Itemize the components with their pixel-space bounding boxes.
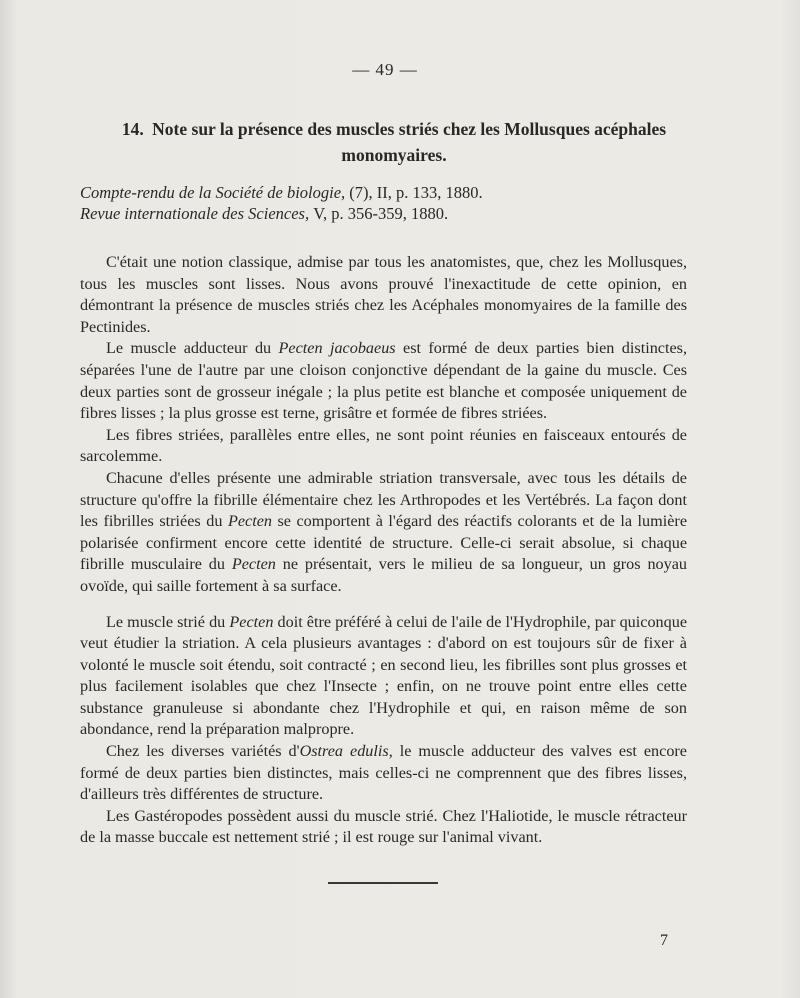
paragraph [80,806,687,849]
text-run: est formé de deux parties bien distinctes, séparées l'une de l'autre par une cloison conjonctive dépendant de la gaine du muscle. Ces deux parties sont de grosseur inégale ; la plus petite est blanche et composée uniquement de fibres lisses ; la plus grosse est terne, grisâtre et formée de fibres striées. [80,339,687,423]
section-title: Note sur la présence des muscles striés chez les Mollusques acéphales monomyaires. [152,119,667,165]
text-run: C'était une notion classique, admise par tous les anatomistes, que, chez les Mollusques, tous les muscles sont lisses. Nous avons prouvé l'inexactitude de cette opinion, en démontrant la présence de muscles striés chez les Acéphales monomyaires de la famille des Pectinides. [80,253,687,336]
reference-source: Compte-rendu de la Société de biologie, [80,183,346,202]
text-run: doit être préféré à celui de l'aile de l'Hydrophile, par quiconque veut étudier la striation. A cela plusieurs avantages : d'abord on est toujours sûr de fixer à volonté le muscle soit étendu, soit contracté ; en second lieu, les fibrilles sont plus grosses et plus facilement isolables que chez l'Insecte ; enfin, on ne trouve point entre elles cette substance granuleuse si abondante chez l'Hydrophile et qui, en raison même de son abondance, rend la préparation malpropre. [80,612,688,739]
text-run: , le muscle adducteur des valves est encore formé de deux parties bien distinctes, mais celles-ci ne comprennent que des fibres lisses, d'ailleurs très différentes de structure. [80,742,687,804]
body-text [80,252,687,849]
italic-term: Pecten [227,512,272,531]
italic-term: Pecten [229,612,274,631]
reference-details: (7), II, p. 133, 1880. [349,183,483,202]
folio-number: 7 [660,932,668,949]
paragraph [80,612,687,742]
text-run: Les fibres striées, parallèles entre elles, ne sont point réunies en faisceaux entourés de sarcolemme. [80,425,687,466]
page-number: — 49 — [352,60,418,79]
text-run: Le muscle strié du [106,612,230,631]
text-run: Chez les diverses variétés d' [106,742,300,761]
paragraph [80,468,687,598]
italic-term: Pecten [231,555,276,574]
italic-term: Ostrea edulis [299,742,389,761]
italic-term: Pecten jacobaeus [278,339,396,358]
reference-source: Revue internationale des Sciences, [80,204,310,223]
reference-line [80,182,700,203]
section-heading [84,116,704,168]
closing-rule [328,882,438,884]
reference-line [80,203,700,224]
text-run: Chacune d'elles présente une admirable striation transversale, avec tous les détails de structure qu'offre la fibrille élémentaire chez les Arthropodes et les Vertébrés. La façon dont les fibrilles striées du [80,468,687,531]
text-run: se comportent à l'égard des réactifs colorants et de la lumière polarisée confirment encore cette identité de structure. Celle-ci serait absolue, si chaque fibrille musculaire du [80,512,688,574]
text-run: Le muscle adducteur du [106,339,279,358]
paragraph [80,252,687,338]
paragraph [80,425,687,468]
text-run: Les Gastéropodes possèdent aussi du muscle strié. Chez l'Haliotide, le muscle rétracteur de la masse buccale est nettement strié ; il est rouge sur l'animal vivant. [80,806,687,847]
text-run: ne présentait, vers le milieu de sa longueur, un gros noyau ovoïde, qui saille fortement à sa surface. [80,555,687,595]
paragraph [80,338,687,424]
references [80,182,700,224]
reference-details: V, p. 356-359, 1880. [313,204,449,223]
section-number: 14. [121,119,144,139]
paragraph [80,741,687,806]
